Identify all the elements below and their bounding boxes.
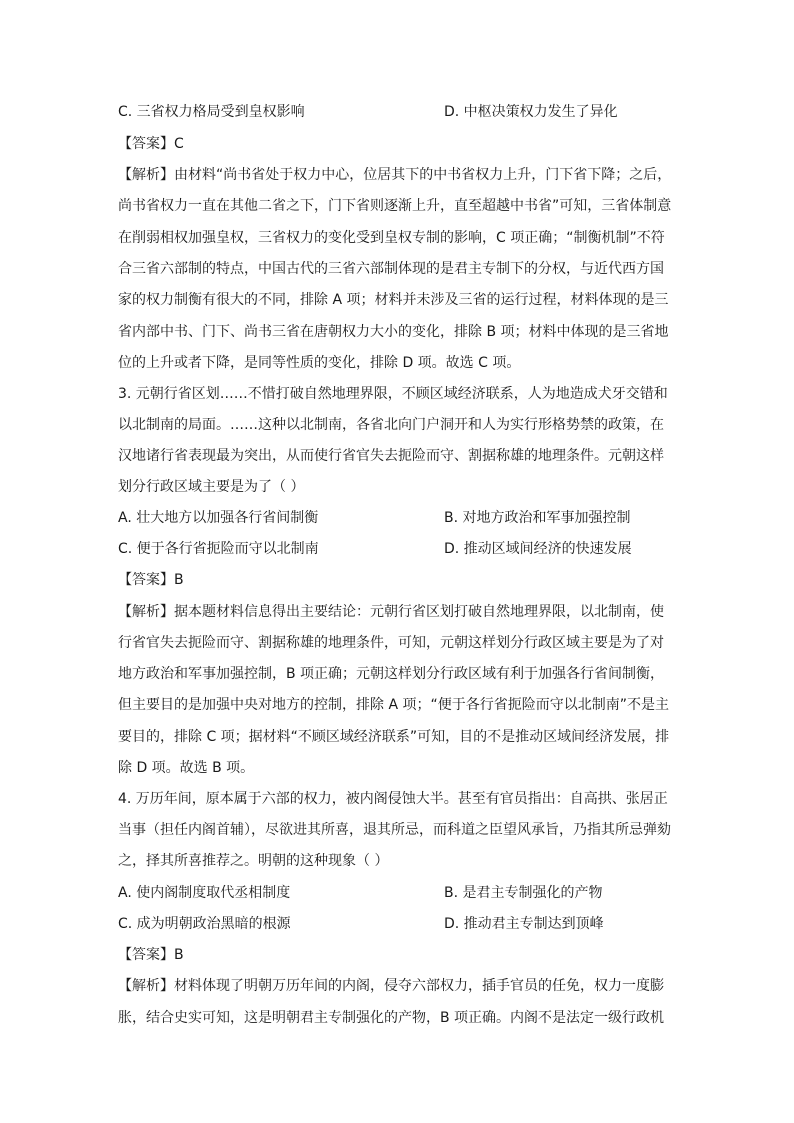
q3-option-a: A. 壮大地方以加强各行省间制衡 [118, 510, 319, 526]
q4-stem-line: 4. 万历年间，原本属于六部的权力，被内阁侵蚀大半。甚至有官员指出：自高拱、张居正 [118, 791, 668, 807]
q3-analysis-line: 【解析】据本题材料信息得出主要结论：元朝行省区划打破自然地理界限，以北制南，使 [118, 604, 664, 620]
q2-analysis-line: 省内部中书、门下、尚书三省在唐朝权力大小的变化，排除 B 项；材料中体现的是三省地 [118, 324, 669, 340]
q3-option-d: D. 推动区域间经济的快速发展 [444, 541, 632, 557]
q2-analysis-line: 家的权力制衡有很大的不同，排除 A 项；材料并未涉及三省的运行过程，材料体现的是三 [118, 292, 669, 308]
q3-analysis-line: 除 D 项。故选 B 项。 [118, 760, 255, 776]
q3-option-b: B. 对地方政治和军事加强控制 [444, 510, 631, 526]
q2-option-d: D. 中枢决策权力发生了异化 [444, 104, 618, 120]
q3-stem-line: 划分行政区域主要是为了（ ） [118, 479, 305, 495]
q4-stem-line: 之，择其所喜推荐之。明朝的这种现象（ ） [118, 853, 389, 869]
q2-analysis-line: 在削弱相权加强皇权，三省权力的变化受到皇权专制的影响，C 项正确；“制衡机制”不符 [118, 230, 665, 246]
q3-stem-line: 汉地诸行省表现最为突出，从而使行省官失去扼险而守、割据称雄的地理条件。元朝这样 [118, 448, 664, 464]
q4-analysis-line: 胀，结合史实可知，这是明朝君主专制强化的产物，B 项正确。内阁不是法定一级行政机 [118, 1010, 665, 1026]
q2-analysis-line: 【解析】由材料“尚书省处于权力中心，位居其下的中书省权力上升，门下省下降；之后， [118, 167, 672, 183]
q2-analysis-line: 合三省六部制的特点，中国古代的三省六部制体现的是君主专制下的分权，与近代西方国 [118, 261, 664, 277]
q3-stem-line: 以北制南的局面。……这种以北制南，各省北向门户洞开和人为实行形格势禁的政策，在 [118, 417, 664, 433]
q2-analysis-line: 位的上升或者下降，是同等性质的变化，排除 D 项。故选 C 项。 [118, 355, 521, 371]
q2-answer: 【答案】C [118, 136, 184, 152]
q3-analysis-line: 地方政治和军事加强控制，B 项正确；元朝这样划分行政区域有利于加强各行省间制衡， [118, 666, 665, 682]
q3-analysis-line: 但主要目的是加强中央对地方的控制，排除 A 项；“便于各行省扼险而守以北制南”不是主 [118, 697, 669, 713]
q4-answer: 【答案】B [118, 947, 184, 963]
q4-option-a: A. 使内阁制度取代丞相制度 [118, 885, 291, 901]
q3-analysis-line: 行省官失去扼险而守、割据称雄的地理条件，可知，元朝这样划分行政区域主要是为了对 [118, 635, 664, 651]
q3-analysis-line: 要目的，排除 C 项；据材料“不顾区域经济联系”可知，目的不是推动区域间经济发展，排 [118, 729, 670, 745]
q4-analysis-line: 【解析】材料体现了明朝万历年间的内阁，侵夺六部权力，插手官员的任免，权力一度膨 [118, 978, 664, 994]
q4-option-b: B. 是君主专制强化的产物 [444, 885, 603, 901]
q4-option-c: C. 成为明朝政治黑暗的根源 [118, 916, 291, 932]
q3-option-c: C. 便于各行省扼险而守以北制南 [118, 541, 319, 557]
q4-stem-line: 当事（担任内阁首辅），尽欲进其所喜，退其所忌，而科道之臣望风承旨，乃指其所忌弹劾 [118, 822, 671, 838]
q2-option-c: C. 三省权力格局受到皇权影响 [118, 104, 305, 120]
q2-analysis-line: 尚书省权力一直在其他二省之下，门下省则逐渐上升，直至超越中书省”可知，三省体制意 [118, 198, 672, 214]
q4-option-d: D. 推动君主专制达到顶峰 [444, 916, 604, 932]
q3-answer: 【答案】B [118, 572, 184, 588]
q3-stem-line: 3. 元朝行省区划……不惜打破自然地理界限，不顾区域经济联系，人为地造成犬牙交错和 [118, 386, 668, 402]
